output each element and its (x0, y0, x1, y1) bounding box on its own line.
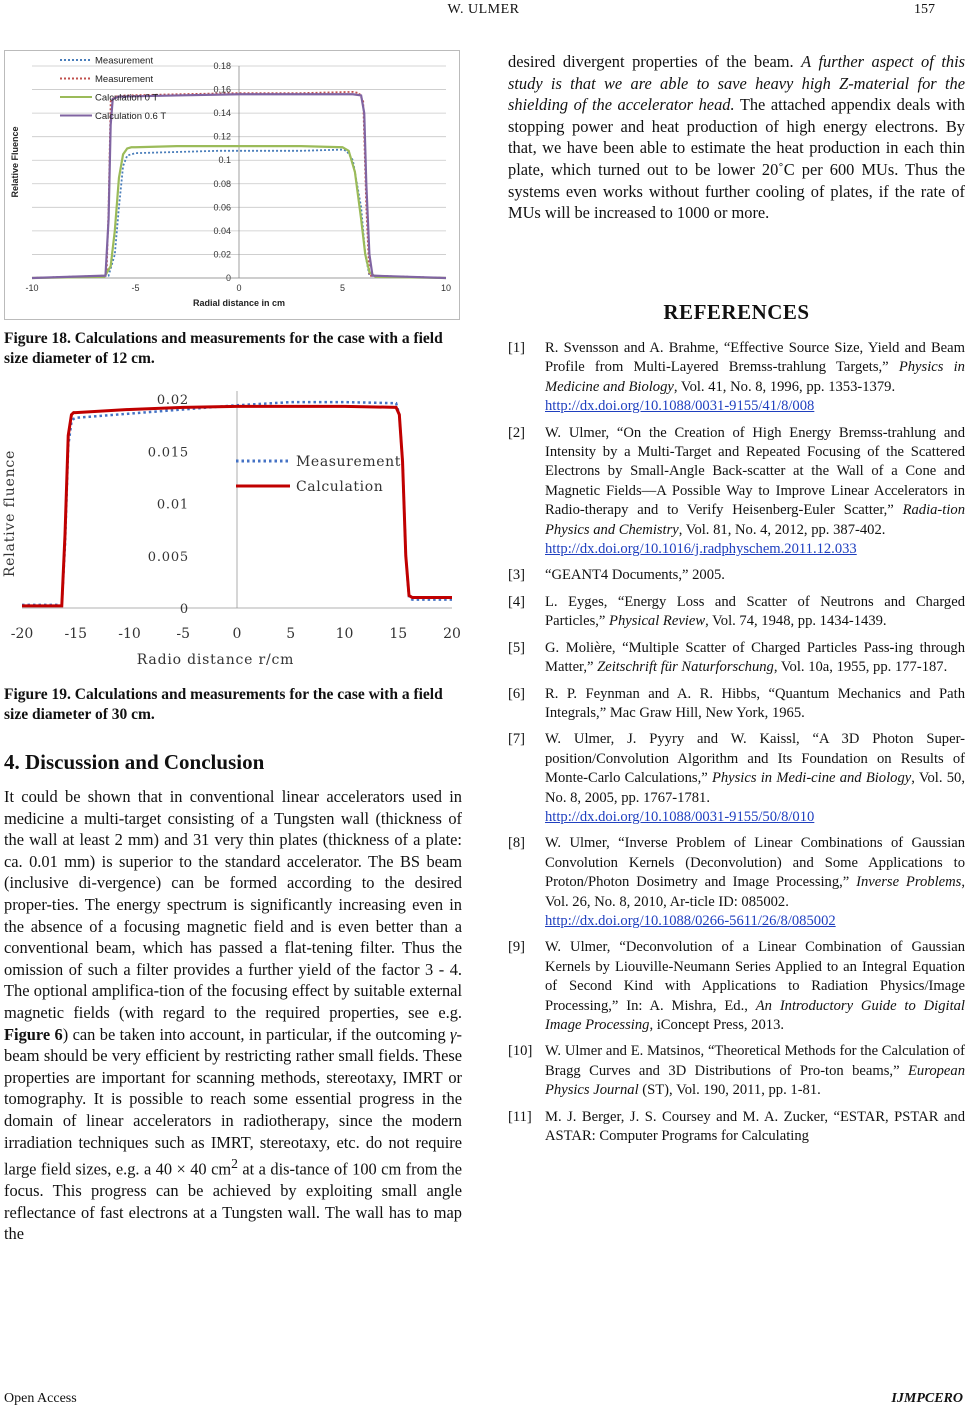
x-tick-label: 0 (232, 626, 242, 642)
x-tick-label: -10 (25, 283, 39, 293)
reference-journal: Physics in Medicine and Biology (545, 359, 965, 395)
reference-details: , Vol. 50, No. 8, 2005, pp. 1767-1781. (545, 770, 965, 806)
x-tick-label: -10 (118, 626, 141, 642)
reference-journal: Physics in Medi-cine and Biology (711, 770, 912, 787)
reference-number: [7] (508, 731, 526, 748)
y-tick-label: 0.08 (213, 178, 231, 189)
reference-item (508, 566, 965, 585)
reference-text: W. Ulmer, “Deconvolution of a Linear Combination of Gaussian Kernels by Liouville-Neumann Series Applied to an Integral Equation of Second Kind with Applications to Radiation Physics/Image Processing,” In: A. Mishra, Ed., (545, 939, 965, 1014)
discussion-text-2: ) can be taken into account, in particular, if the outcoming (62, 1024, 451, 1044)
reference-text: G. Molière, “Multiple Scatter of Charged Particles Pass-ing through Matter,” (545, 639, 965, 676)
reference-number: [5] (508, 639, 526, 656)
reference-item (508, 1108, 965, 1147)
reference-journal: An Introductory Guide to Digital Image Processing (545, 997, 965, 1033)
figure-19-caption: Figure 19. Calculations and measurements for the case with a field size diameter of 30 cm. (4, 686, 443, 723)
x-tick-label: 5 (286, 626, 296, 642)
right-text-1: desired divergent properties of the beam. (508, 52, 802, 71)
reference-number: [6] (508, 685, 526, 702)
reference-details: (ST), Vol. 190, 2011, pp. 1-81. (638, 1082, 821, 1099)
legend-label: Measurement (95, 55, 154, 67)
discussion-paragraph (4, 786, 462, 1245)
reference-text: R. Svensson and A. Brahme, “Effective Source Size, Yield and Beam Profile from Multi-Layered Bremss-trahlung Targets,” (545, 340, 965, 376)
reference-number: [1] (508, 340, 526, 356)
reference-journal: European Physics Journal (545, 1062, 965, 1099)
reference-text: L. Eyges, “Energy Loss and Scatter of Neutrons and Charged Particles,” (545, 593, 965, 630)
reference-item (508, 685, 965, 724)
x-tick-label: 10 (335, 626, 354, 642)
x-tick-label: 20 (443, 626, 461, 642)
reference-details: , Vol. 81, No. 4, 2012, pp. 387-402. (678, 521, 886, 538)
x-tick-label: -5 (176, 626, 191, 642)
page-number: 157 (914, 2, 935, 17)
reference-number: [3] (508, 567, 526, 584)
reference-doi-link[interactable]: http://dx.doi.org/10.1088/0266-5611/26/8/085002 (545, 912, 836, 929)
y-axis-label: Relative fluence (2, 449, 18, 578)
legend-label: Calculation 0.6 T (95, 111, 167, 122)
x-tick-label: 0 (236, 283, 242, 293)
reference-journal: Radia-tion Physics and Chemistry (545, 502, 965, 538)
reference-item (508, 730, 965, 827)
reference-number: [8] (508, 835, 526, 852)
reference-doi-link[interactable]: http://dx.doi.org/10.1088/0031-9155/41/8/008 (545, 398, 815, 415)
reference-journal: Inverse Problems (856, 874, 962, 891)
reference-item (508, 593, 965, 632)
x-tick-label: -20 (10, 626, 34, 642)
right-text-2: The attached appendix deals with stopping power and heat production of high energy electrons. By that, we have been able to estimate the heat production in each thin plate, which turned out to be lower 20˚C per 600 MUs. Thus the systems even works without further cooling of plates, if the rate of MUs will be increased to 1000 or more. (508, 95, 965, 223)
section-heading: 4. Discussion and Conclusion (4, 750, 265, 774)
reference-text: R. P. Feynman and A. R. Hibbs, “Quantum Mechanics and Path Integrals,” Mac Graw Hill, New York, 1965. (545, 685, 965, 721)
reference-item (508, 424, 965, 560)
discussion-text-3: -beam should be very efficient by restricting rather small fields. These properties are important for scanning methods, stereotaxy, IMRT or tomography. It is possible to reach some essential progress in the domain of linear accelerators in radiotherapy, since the modern irradiation techniques such as IMRT, stereotaxy, etc. do not require large field sizes, e.g. a 40 × 40 cm (4, 1024, 462, 1179)
y-tick-label: 0.005 (147, 549, 189, 565)
reference-doi-link[interactable]: http://dx.doi.org/10.1088/0031-9155/50/8/010 (545, 808, 815, 825)
reference-text: W. Ulmer, “On the Creation of High Energy Bremss-trahlung and Intensity by a Multi-Target and Repeated Focusing of the Scattered Electrons by Small-Angle Back-scatter at the Wall of a Cone and Magnetic Fields—A Possible Way to Improve Linear Accelerators in Radio-therapy and to Verify Heisenberg-Euler Scatter,” (545, 424, 965, 519)
y-tick-label: 0 (225, 273, 231, 283)
y-tick-label: 0.14 (213, 108, 231, 119)
reference-details: , iConcept Press, 2013. (649, 1017, 785, 1033)
y-tick-label: 0.12 (213, 131, 231, 142)
y-tick-label: 0.04 (213, 225, 231, 236)
legend-label: Measurement (296, 454, 401, 470)
y-tick-label: 0.1 (218, 155, 231, 166)
y-axis-label: Relative Fluence (10, 126, 20, 198)
reference-item (508, 834, 965, 931)
y-tick-label: 0.01 (156, 497, 189, 513)
reference-details: , Vol. 74, 1948, pp. 1434-1439. (705, 613, 887, 630)
y-tick-label: 0.06 (213, 202, 231, 213)
legend-label: Calculation (296, 479, 384, 495)
reference-item (508, 639, 965, 678)
y-tick-label: 0.02 (213, 249, 231, 260)
reference-number: [9] (508, 939, 526, 956)
reference-number: [4] (508, 593, 526, 610)
figure-18-chart (4, 50, 460, 320)
x-tick-label: -5 (131, 283, 140, 293)
y-tick-label: 0 (179, 602, 189, 617)
x-tick-label: -15 (64, 626, 88, 642)
references-heading: REFERENCES (663, 300, 810, 324)
x-tick-label: 5 (339, 283, 346, 293)
figure-19-chart (4, 386, 460, 672)
legend-label: Calculation 0 T (95, 92, 159, 104)
x-tick-label: 10 (440, 283, 452, 293)
discussion-text-4: at a dis-tance of 100 cm from the focus. This progress can be achieved by exploiting small angle reflectance of fast electrons at a Tungsten wall. The wall has to map the (4, 1159, 462, 1244)
x-axis-label: Radial distance in cm (192, 298, 286, 308)
superscript-2: 2 (231, 1156, 238, 1172)
reference-details: , Vol. 26, No. 8, 2010, Ar-ticle ID: 085002. (545, 874, 965, 910)
reference-doi-link[interactable]: http://dx.doi.org/10.1016/j.radphyschem.2011.12.033 (545, 541, 857, 558)
right-text-italic: A further aspect of this study is that we are able to save heavy high Z-material for the shielding of the accelerator head. (508, 52, 965, 115)
discussion-text-1: It could be shown that in conventional linear accelerators used in medicine a multi-target consisting of a Tungsten wall (thickness of the wall at least 2 mm) and 31 very thin plates (thickness of a plate: ca. 0.01 mm) is superior to the standard accelerator. The BS beam (inclusive di-vergence) can be formed according to the desired proper-ties. The energy spectrum is significantly increasing even in the absence of a focusing magnetic field and is even better than a conventional beam, which has passed a flat-tening filter. Thus the omission of such a filter provides a further yield of the factor 3 - 4. The optional amplifica-tion of the focusing effect by suitable external magnetic fields (with regard to the required properties, see e.g. (4, 787, 462, 1022)
reference-item (508, 1042, 965, 1100)
reference-text: W. Ulmer, “Inverse Problem of Linear Combinations of Gaussian Convolution Kernels (Deconvolution) and Some Applications to Proton/Photon Dosimetry and Image Processing,” (545, 835, 965, 891)
references-list (508, 339, 965, 1153)
reference-text: W. Ulmer and E. Matsinos, “Theoretical Methods for the Calculation of Bragg Curves and 3D Distributions of Pro-ton beams,” (545, 1043, 965, 1079)
reference-journal: Zeitschrift für Naturforschung (597, 659, 774, 676)
chart-frame (5, 51, 460, 320)
legend-label: Measurement (95, 74, 154, 85)
figure-6-reference[interactable]: Figure 6 (4, 1024, 63, 1044)
reference-text: W. Ulmer, J. Pyyry and W. Kaissl, “A 3D Photon Super-position/Convolution Algorithm and Its Foundation on Results of Monte-Carlo Calculations,” (545, 731, 965, 787)
reference-text: M. J. Berger, J. S. Coursey and M. A. Zucker, “ESTAR, PSTAR and ASTAR: Computer Programs for Calculating (545, 1108, 965, 1145)
y-tick-label: 0.015 (147, 445, 189, 461)
footer-open-access: Open Access (4, 1391, 77, 1406)
y-tick-label: 0.18 (213, 61, 231, 71)
gamma-symbol: γ (450, 1024, 457, 1044)
x-tick-label: 15 (389, 626, 408, 642)
reference-number: [2] (508, 424, 526, 441)
y-tick-label: 0.02 (156, 393, 189, 408)
reference-details: , Vol. 41, No. 8, 1996, pp. 1353-1379. (673, 378, 896, 395)
reference-item (508, 339, 965, 417)
reference-item (508, 938, 965, 1035)
figure-18-caption: Figure 18. Calculations and measurements for the case with a field size diameter of 12 cm. (4, 330, 443, 367)
reference-journal: Physical Review (609, 613, 706, 630)
y-tick-label: 0.16 (213, 84, 231, 95)
running-header-author: W. ULMER (447, 2, 520, 17)
reference-details: , Vol. 10a, 1955, pp. 177-187. (773, 659, 948, 676)
x-axis-label: Radio distance r/cm (136, 652, 295, 668)
reference-text: “GEANT4 Documents,” 2005. (545, 567, 725, 584)
reference-number: [11] (508, 1108, 532, 1125)
right-column-paragraph (508, 51, 965, 224)
footer-journal: IJMPCERO (891, 1391, 963, 1406)
reference-number: [10] (508, 1043, 533, 1060)
